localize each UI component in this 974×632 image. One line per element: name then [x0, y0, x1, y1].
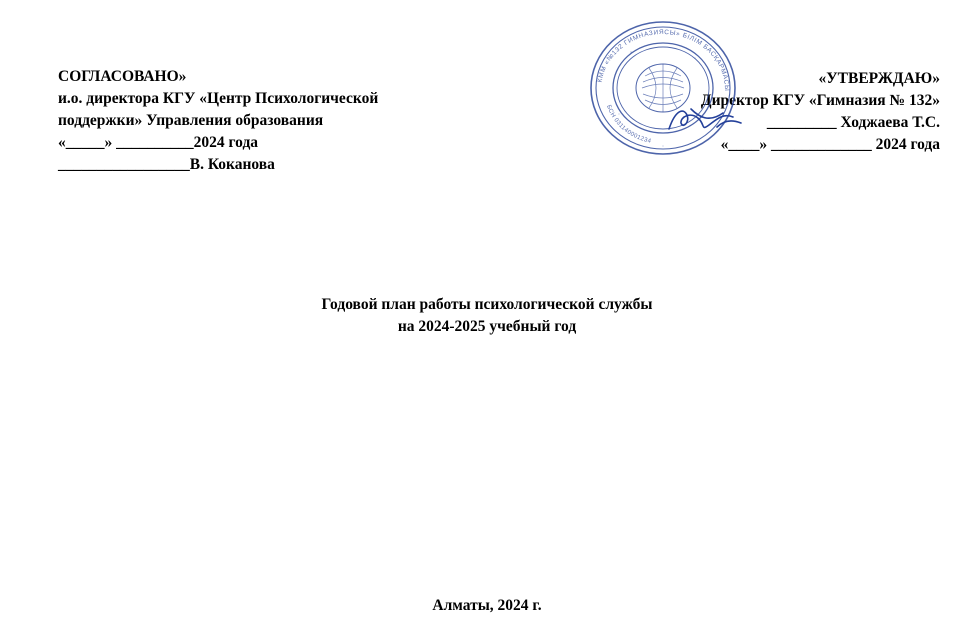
approval-left-line-4: «_____» __________2024 года — [58, 134, 259, 151]
approval-right-line-2: Директор КГУ «Гимназия № 132» — [700, 92, 940, 109]
approval-block-left — [58, 66, 458, 176]
title-line-1: Годовой план работы психологической службы — [321, 296, 653, 313]
approval-left-line-1: СОГЛАСОВАНО» — [58, 68, 187, 85]
svg-text:БСН 031140001234: БСН 031140001234 — [605, 104, 652, 145]
approval-right-line-3: _________ Ходжаева Т.С. — [766, 114, 940, 131]
approval-block-right — [610, 68, 940, 156]
approval-left-line-5: _________________В. Коканова — [58, 156, 275, 173]
title-line-2: на 2024-2025 учебный год — [397, 318, 577, 336]
approval-left-line-2: и.о. директора КГУ «Центр Психологической — [58, 90, 379, 107]
document-footer: Алматы, 2024 г. — [432, 597, 542, 614]
page-title — [0, 294, 974, 339]
svg-text:КММ «№132 ГИМНАЗИЯСЫ» БІЛІМ БА: КММ «№132 ГИМНАЗИЯСЫ» БІЛІМ БАСҚАРМАСЫ — [596, 28, 731, 92]
approval-right-line-4: «____» _____________ 2024 года — [720, 136, 940, 153]
approval-left-line-3: поддержки» Управления образования — [58, 112, 324, 129]
approval-right-line-1: «УТВЕРЖДАЮ» — [818, 70, 940, 87]
